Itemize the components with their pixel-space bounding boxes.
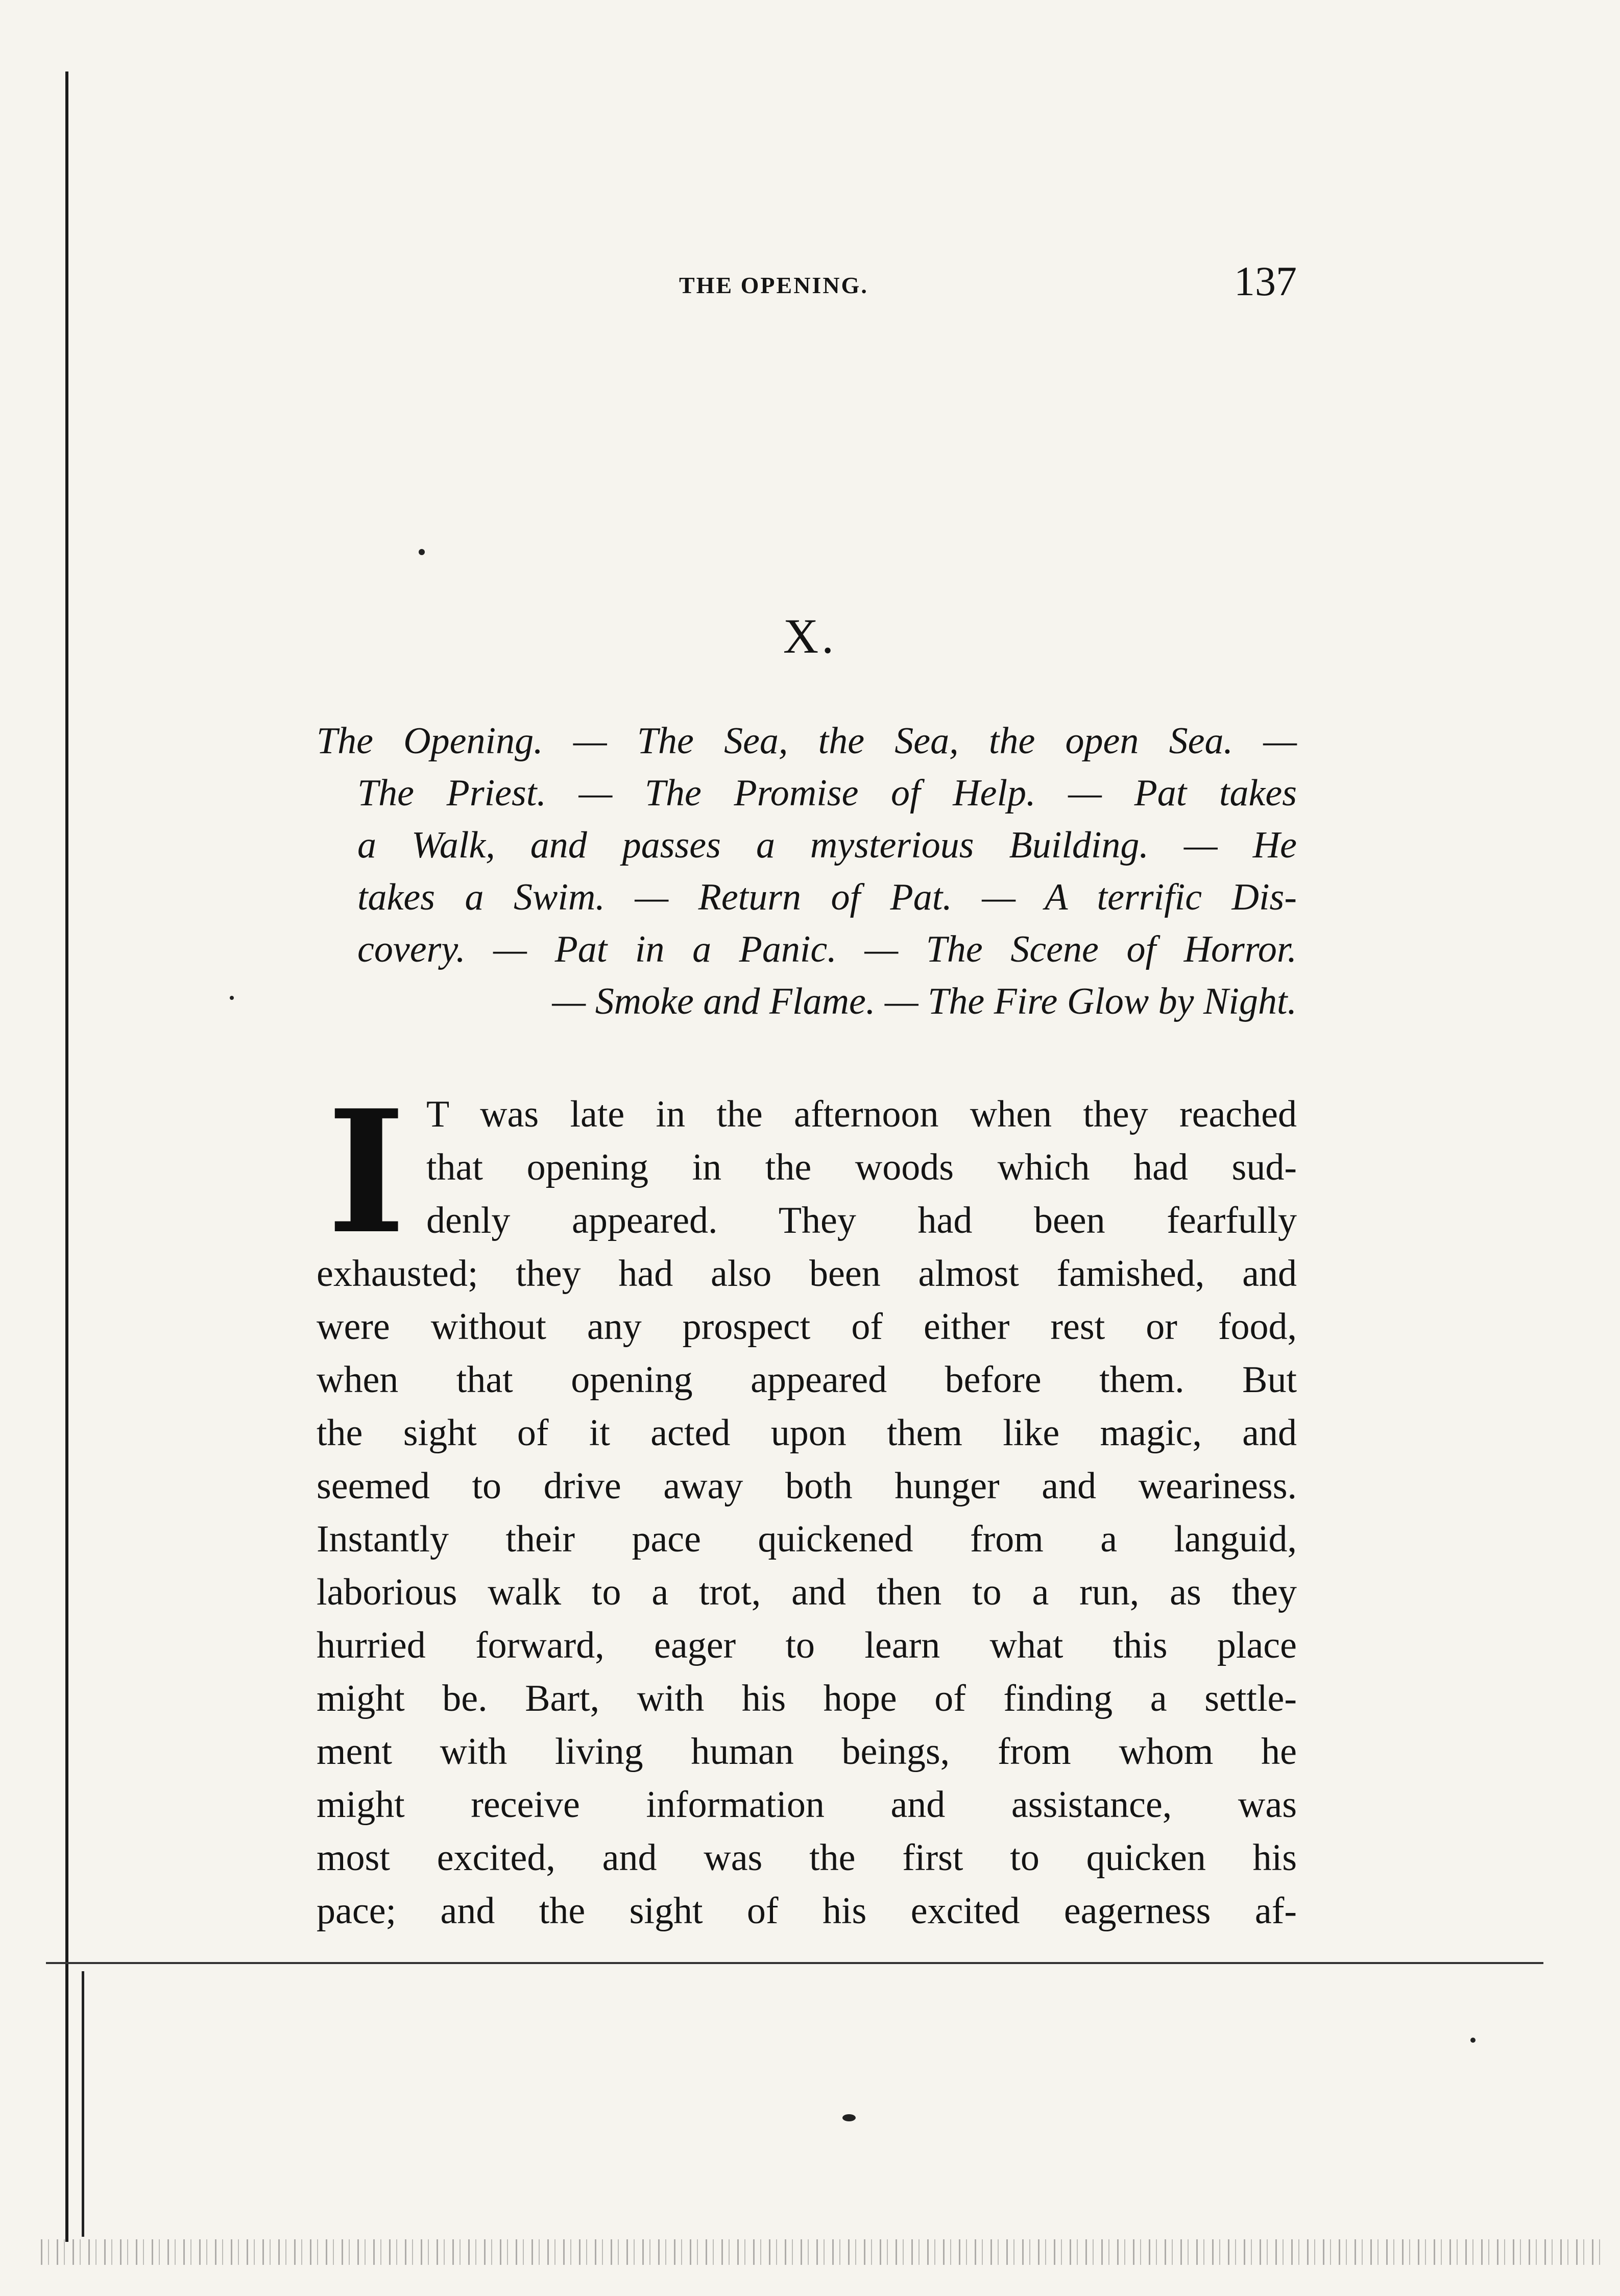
body-line: were without any prospect of either rest or food, (317, 1306, 1297, 1348)
body-line: the sight of it acted upon them like magic, and (317, 1412, 1297, 1454)
ink-speck (842, 2114, 856, 2121)
running-head (317, 255, 1297, 312)
ink-speck (419, 549, 425, 555)
synopsis-line: — Smoke and Flame. — The Fire Glow by Night. (552, 980, 1297, 1022)
ink-speck (1470, 2038, 1476, 2043)
scan-edge-noise (41, 2239, 1605, 2265)
body-line: ment with living human beings, from whom he (317, 1731, 1297, 1773)
synopsis-line: The Priest. — The Promise of Help. — Pat takes (357, 772, 1297, 814)
binding-edge-line (65, 71, 68, 2242)
ink-speck (230, 996, 234, 1000)
body-line: exhausted; they had also been almost famished, and (317, 1253, 1297, 1295)
body-line: might receive information and assistance, was (317, 1784, 1297, 1826)
running-title: THE OPENING. (679, 272, 868, 298)
synopsis-line: a Walk, and passes a mysterious Building. — He (357, 824, 1297, 866)
body-line: seemed to drive away both hunger and weariness. (317, 1465, 1297, 1507)
page-number: 137 (1234, 258, 1297, 304)
chapter-number: X. (783, 609, 837, 663)
binding-edge-line-lower (82, 1971, 84, 2237)
body-line: that opening in the woods which had sud- (426, 1146, 1297, 1188)
synopsis-line: covery. — Pat in a Panic. — The Scene of Horror. (357, 928, 1297, 970)
body-line: when that opening appeared before them. But (317, 1359, 1297, 1401)
synopsis-line: takes a Swim. — Return of Pat. — A terrific Dis- (357, 876, 1297, 918)
body-line: hurried forward, eager to learn what this place (317, 1624, 1297, 1666)
body-line: most excited, and was the first to quicken his (317, 1837, 1297, 1879)
body-line: might be. Bart, with his hope of finding a settle- (317, 1678, 1297, 1719)
synopsis-line: The Opening. — The Sea, the Sea, the open Sea. — (317, 720, 1297, 762)
body-line: pace; and the sight of his excited eagerness af- (317, 1890, 1297, 1932)
body-line: laborious walk to a trot, and then to a run, as they (317, 1571, 1297, 1613)
drop-cap: I (327, 1073, 406, 1271)
body-line: T was late in the afternoon when they reached (426, 1093, 1297, 1135)
chapter-synopsis (317, 715, 1297, 1027)
body-line: denly appeared. They had been fearfully (426, 1200, 1297, 1241)
body-paragraph (317, 1073, 1297, 1938)
page-bottom-edge (46, 1962, 1543, 1964)
body-line: Instantly their pace quickened from a languid, (317, 1518, 1297, 1560)
